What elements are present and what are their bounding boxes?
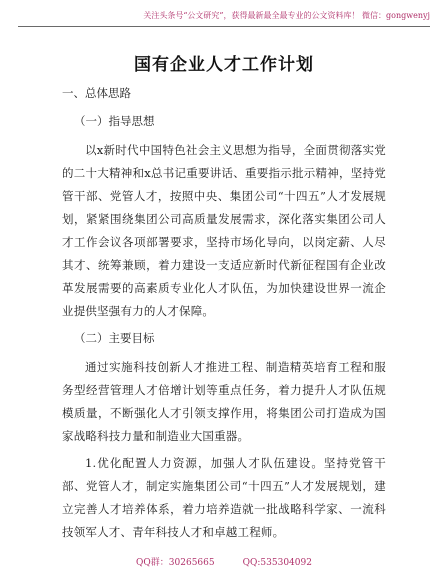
subsection-heading-guiding-ideology: （一）指导思想 <box>74 114 155 128</box>
paragraph-item-1: 1.优化配置人力资源，加强人才队伍建设。坚持党管干部、党管人才，制定实施集团公司“十四五”人才发展规划，建立完善人才培养体系，着力培养造就一批战略科学家、一流科技领军人才、青年科技人才和卓越工程师。 <box>62 456 386 539</box>
footer-qq: QQ:535304092 <box>242 558 312 568</box>
footer-contact <box>0 555 448 568</box>
document-title: 国有企业人才工作计划 <box>134 55 314 75</box>
section-heading-overall-approach: 一、总体思路 <box>62 86 131 100</box>
header-promo-text: 关注头条号“公文研究”，获得最新最全最专业的公文资料库！ 微信：gongwenyj <box>143 11 430 20</box>
subsection-heading-main-goals: （二）主要目标 <box>74 331 155 345</box>
document-body <box>62 82 386 548</box>
paragraph-guiding-ideology: 以x新时代中国特色社会主义思想为指导，全面贯彻落实党的二十大精神和x总书记重要讲话、重要指示批示精神，坚持党管干部、党管人才，按照中央、集团公司“十四五”人才发展规划，紧紧围绕集团公司高质量发展需求，深化落实集团公司人才工作会议各项部署要求，坚持市场化导向，以岗定薪、人尽其才、统筹兼顾，着力建设一支适应新时代新征程国有企业改革发展需要的高素质专业化人才队伍，为加快建设世界一流企业提供坚强有力的人才保障。 <box>62 143 386 318</box>
header-divider <box>18 26 430 27</box>
footer-qq-group: QQ群：30265665 <box>136 558 215 568</box>
paragraph-main-goals: 通过实施科技创新人才推进工程、制造精英培育工程和服务型经营管理人才倍增计划等重点任务，着力提升人才队伍规模质量，不断强化人才引领支撑作用，将集团公司打造成为国家战略科技力量和制造业大国重器。 <box>62 360 386 443</box>
